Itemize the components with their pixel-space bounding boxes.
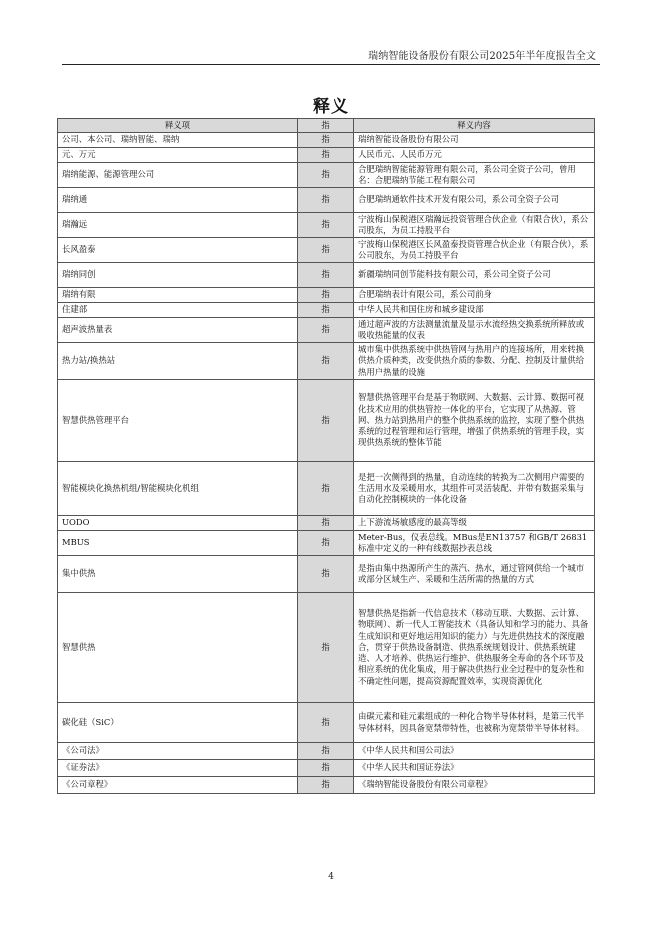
table-row	[58, 777, 595, 794]
table-row	[58, 743, 595, 760]
meaning-cell: 《瑞纳智能设备股份有限公司章程》	[354, 777, 595, 794]
meaning-cell: 新疆瑞纳同创节能科技有限公司，系公司全资子公司	[354, 263, 595, 288]
refers-cell: 指	[298, 760, 354, 777]
refers-cell: 指	[298, 703, 354, 743]
table-row	[58, 343, 595, 380]
table-header-row	[58, 119, 595, 133]
term-cell: 《公司法》	[58, 743, 298, 760]
table-row	[58, 531, 595, 556]
table-row	[58, 303, 595, 318]
term-cell: 碳化硅（SiC）	[58, 703, 298, 743]
table-row	[58, 148, 595, 163]
term-cell: 公司、本公司、瑞纳智能、瑞纳	[58, 133, 298, 148]
term-cell: 智能模块化换热机组/智能模块化机组	[58, 462, 298, 516]
meaning-cell: 合肥瑞纳智能能源管理有限公司，系公司全资子公司，曾用名：合肥瑞纳节能工程有限公司	[354, 163, 595, 188]
meaning-cell: 由碳元素和硅元素组成的一种化合物半导体材料，是第三代半导体材料，因具备宽禁带特性，也被称为宽禁带半导体材料。	[354, 703, 595, 743]
meaning-cell: 宁波梅山保税港区瑞瀚远投资管理合伙企业（有限合伙），系公司股东，为员工持股平台	[354, 213, 595, 238]
table-row	[58, 516, 595, 531]
table-row	[58, 163, 595, 188]
refers-cell: 指	[298, 743, 354, 760]
meaning-cell: 上下游流场敏感度的最高等级	[354, 516, 595, 531]
term-cell: 智慧供热	[58, 593, 298, 703]
term-cell: 《证券法》	[58, 760, 298, 777]
term-cell: 瑞瀚远	[58, 213, 298, 238]
table-row	[58, 213, 595, 238]
meaning-cell: 《中华人民共和国公司法》	[354, 743, 595, 760]
meaning-cell: 通过超声波的方法测量流量及显示水流经热交换系统所释放或吸收热能量的仪表	[354, 318, 595, 343]
meaning-cell: 合肥瑞纳表计有限公司，系公司前身	[354, 288, 595, 303]
meaning-cell: Meter-Bus，仪表总线。MBus是EN13757 和GB/T 26831 标准中定义的一种有线数据抄表总线	[354, 531, 595, 556]
refers-cell: 指	[298, 531, 354, 556]
refers-cell: 指	[298, 318, 354, 343]
table-row	[58, 380, 595, 462]
term-cell: 瑞纳能源、能源管理公司	[58, 163, 298, 188]
table-row	[58, 238, 595, 263]
term-cell: 瑞纳通	[58, 188, 298, 213]
refers-cell: 指	[298, 213, 354, 238]
meaning-cell: 《中华人民共和国证券法》	[354, 760, 595, 777]
table-row	[58, 462, 595, 516]
refers-cell: 指	[298, 462, 354, 516]
refers-cell: 指	[298, 593, 354, 703]
term-cell: 智慧供热管理平台	[58, 380, 298, 462]
column-header-meaning: 释义内容	[354, 119, 595, 133]
meaning-cell: 瑞纳智能设备股份有限公司	[354, 133, 595, 148]
term-cell: 瑞纳有限	[58, 288, 298, 303]
refers-cell: 指	[298, 188, 354, 213]
meaning-cell: 是把一次侧得到的热量，自动连续的转换为二次侧用户需要的生活用水及采暖用水，其组件可灵活装配、并带有数据采集与自动化控制模块的一体化设备	[354, 462, 595, 516]
term-cell: 《公司章程》	[58, 777, 298, 794]
meaning-cell: 城市集中供热系统中供热管网与热用户的连接场所，用来转换供热介质种类，改变供热介质的参数、分配、控制及计量供给热用户热量的设施	[354, 343, 595, 380]
refers-cell: 指	[298, 303, 354, 318]
meaning-cell: 宁波梅山保税港区长风盈泰投资管理合伙企业（有限合伙），系公司股东，为员工持股平台	[354, 238, 595, 263]
term-cell: 集中供热	[58, 556, 298, 593]
term-cell: 长风盈泰	[58, 238, 298, 263]
term-cell: 元、万元	[58, 148, 298, 163]
meaning-cell: 智慧供热管理平台是基于物联网、大数据、云计算、数据可视化技术应用的供热管控一体化的平台，它实现了从热源、管网、热力站到热用户的整个供热系统的监控，实现了整个供热系统的过程管理和运行管理，增强了供热系统的管理手段，实现供热系统的整体节能	[354, 380, 595, 462]
table-row	[58, 288, 595, 303]
table-row	[58, 556, 595, 593]
term-cell: UODO	[58, 516, 298, 531]
refers-cell: 指	[298, 263, 354, 288]
refers-cell: 指	[298, 163, 354, 188]
refers-cell: 指	[298, 380, 354, 462]
meaning-cell: 中华人民共和国住房和城乡建设部	[354, 303, 595, 318]
refers-cell: 指	[298, 148, 354, 163]
meaning-cell: 是指由集中热源所产生的蒸汽、热水，通过管网供给一个城市或部分区域生产、采暖和生活所需的热量的方式	[354, 556, 595, 593]
term-cell: 住建部	[58, 303, 298, 318]
refers-cell: 指	[298, 288, 354, 303]
meaning-cell: 人民币元、人民币万元	[354, 148, 595, 163]
meaning-cell: 合肥瑞纳通软件技术开发有限公司，系公司全资子公司	[354, 188, 595, 213]
table-row	[58, 263, 595, 288]
table-row	[58, 133, 595, 148]
definitions-table	[57, 118, 595, 794]
header-rule	[62, 64, 600, 65]
column-header-refers: 指	[298, 119, 354, 133]
term-cell: 瑞纳同创	[58, 263, 298, 288]
meaning-cell: 智慧供热是指新一代信息技术（移动互联、大数据、云计算、物联网）、新一代人工智能技术（具备认知和学习的能力、具备生成知识和更好地运用知识的能力）与先进供热技术的深度融合，贯穿于供热设备制造、供热系统规划设计、供热系统建造、人才培养、供热运行维护、供热服务全寿命的各个环节及相应系统的优化集成，用于解决供热行业全过程中的复杂性和不确定性问题，提高资源配置效率，实现资源优化	[354, 593, 595, 703]
table-row	[58, 703, 595, 743]
table-row	[58, 318, 595, 343]
page-title: 释义	[313, 97, 349, 117]
running-header: 瑞纳智能设备股份有限公司2025年半年度报告全文	[368, 51, 596, 62]
table-row	[58, 188, 595, 213]
refers-cell: 指	[298, 556, 354, 593]
refers-cell: 指	[298, 777, 354, 794]
refers-cell: 指	[298, 133, 354, 148]
page-number: 4	[328, 872, 334, 882]
refers-cell: 指	[298, 238, 354, 263]
column-header-term: 释义项	[58, 119, 298, 133]
refers-cell: 指	[298, 516, 354, 531]
refers-cell: 指	[298, 343, 354, 380]
table-row	[58, 593, 595, 703]
table-row	[58, 760, 595, 777]
term-cell: 超声波热量表	[58, 318, 298, 343]
term-cell: MBUS	[58, 531, 298, 556]
term-cell: 热力站/换热站	[58, 343, 298, 380]
